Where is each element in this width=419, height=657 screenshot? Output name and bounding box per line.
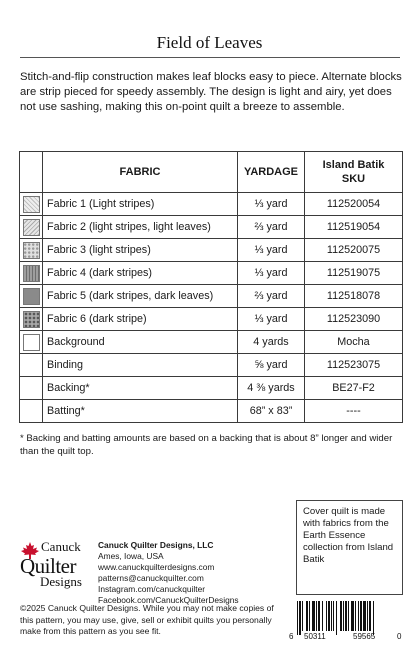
intro-paragraph: Stitch-and-flip construction makes leaf blocks easy to piece. Alternate blocks are strip pieced for speedy assembly. The design is light and airy, yet does not use sashing, making this on-point quilt a breeze to assemble. bbox=[20, 71, 402, 113]
yardage-header: YARDAGE bbox=[238, 152, 305, 193]
sku-header-line2: SKU bbox=[341, 173, 366, 185]
table-row bbox=[20, 354, 403, 377]
table-row bbox=[20, 331, 403, 354]
fabric-swatch bbox=[23, 265, 40, 282]
fabric-swatch bbox=[23, 242, 40, 259]
swatch-cell bbox=[20, 262, 43, 285]
swatch-header bbox=[20, 152, 43, 193]
swatch-cell bbox=[20, 216, 43, 239]
table-header-row bbox=[20, 152, 403, 193]
yardage-cell: 4 yards bbox=[238, 331, 305, 354]
fabric-swatch bbox=[23, 219, 40, 236]
table-row bbox=[20, 285, 403, 308]
page-title: Field of Leaves bbox=[156, 33, 263, 52]
yardage-cell: ⅝ yard bbox=[238, 354, 305, 377]
yardage-cell: ⅔ yard bbox=[238, 216, 305, 239]
swatch-cell bbox=[20, 193, 43, 216]
sku-cell: 112519075 bbox=[305, 262, 403, 285]
logo-word-designs: Designs bbox=[40, 574, 82, 589]
yardage-cell: ⅓ yard bbox=[238, 262, 305, 285]
backing-footnote: * Backing and batting amounts are based on a backing that is about 8” longer and wider than the quilt top. bbox=[20, 433, 393, 457]
swatch-cell bbox=[20, 400, 43, 423]
fabric-swatch bbox=[23, 334, 40, 351]
barcode-digits bbox=[289, 632, 404, 644]
fabric-name-cell: Binding bbox=[43, 354, 238, 377]
yardage-cell: 68” x 83” bbox=[238, 400, 305, 423]
swatch-cell bbox=[20, 331, 43, 354]
barcode-digits-right: 59565 bbox=[353, 632, 376, 641]
sku-cell: 112520054 bbox=[305, 193, 403, 216]
barcode-digit-lead: 6 bbox=[289, 632, 294, 641]
table-row bbox=[20, 239, 403, 262]
sku-cell: Mocha bbox=[305, 331, 403, 354]
yardage-cell: ⅓ yard bbox=[238, 308, 305, 331]
swatch-cell bbox=[20, 308, 43, 331]
fabric-name-cell: Fabric 4 (dark stripes) bbox=[43, 262, 238, 285]
table-row bbox=[20, 216, 403, 239]
swatch-cell bbox=[20, 354, 43, 377]
company-location: Ames, Iowa, USA bbox=[98, 551, 164, 561]
title-divider bbox=[20, 57, 400, 58]
barcode-digits-left: 50311 bbox=[304, 632, 326, 641]
fabric-name-cell: Fabric 2 (light stripes, light leaves) bbox=[43, 216, 238, 239]
facebook-link[interactable]: Facebook.com/CanuckQuilterDesigns bbox=[98, 595, 239, 605]
fabric-name-cell: Fabric 3 (light stripes) bbox=[43, 239, 238, 262]
sku-header bbox=[305, 152, 403, 193]
table-row bbox=[20, 193, 403, 216]
fabric-name-cell: Background bbox=[43, 331, 238, 354]
fabric-swatch bbox=[23, 196, 40, 213]
fabric-name-cell: Fabric 6 (dark stripe) bbox=[43, 308, 238, 331]
company-name: Canuck Quilter Designs, LLC bbox=[98, 540, 214, 550]
fabric-name-cell: Fabric 5 (dark stripes, dark leaves) bbox=[43, 285, 238, 308]
canuck-quilter-logo bbox=[18, 534, 98, 592]
table-row bbox=[20, 308, 403, 331]
swatch-cell bbox=[20, 285, 43, 308]
website-link[interactable]: www.canuckquilterdesigns.com bbox=[98, 562, 215, 572]
sku-cell: 112518078 bbox=[305, 285, 403, 308]
table-row bbox=[20, 377, 403, 400]
upc-barcode bbox=[289, 601, 404, 646]
fabric-swatch bbox=[23, 311, 40, 328]
contact-block bbox=[98, 540, 239, 606]
logo-word-canuck: Canuck bbox=[41, 539, 81, 554]
table-row bbox=[20, 262, 403, 285]
yardage-cell: ⅓ yard bbox=[238, 239, 305, 262]
sku-header-line1: Island Batik bbox=[322, 159, 385, 171]
swatch-cell bbox=[20, 239, 43, 262]
sku-cell: 112523090 bbox=[305, 308, 403, 331]
yardage-cell: 4 ⅜ yards bbox=[238, 377, 305, 400]
fabric-name-cell: Backing* bbox=[43, 377, 238, 400]
email-link[interactable]: patterns@canuckquilter.com bbox=[98, 573, 204, 583]
yardage-cell: ⅓ yard bbox=[238, 193, 305, 216]
yardage-cell: ⅔ yard bbox=[238, 285, 305, 308]
barcode-digit-check: 0 bbox=[397, 632, 402, 641]
sku-cell: ---- bbox=[305, 400, 403, 423]
barcode-bars bbox=[289, 601, 404, 635]
fabric-requirements-table bbox=[19, 151, 403, 423]
copyright-notice: ©2025 Canuck Quilter Designs. While you may not make copies of this pattern, you may use, give, sell or exhibit quilts you personally make from this pattern as you see fit. bbox=[20, 603, 274, 636]
swatch-cell bbox=[20, 377, 43, 400]
logo-word-quilter: Quilter bbox=[20, 554, 76, 578]
table-row bbox=[20, 400, 403, 423]
sku-cell: 112523075 bbox=[305, 354, 403, 377]
cover-quilt-note: Cover quilt is made with fabrics from the Earth Essence collection from Island Batik bbox=[296, 500, 403, 595]
sku-cell: 112519054 bbox=[305, 216, 403, 239]
instagram-link[interactable]: Instagram.com/canuckquilter bbox=[98, 584, 206, 594]
sku-cell: BE27-F2 bbox=[305, 377, 403, 400]
fabric-name-cell: Fabric 1 (Light stripes) bbox=[43, 193, 238, 216]
fabric-swatch bbox=[23, 288, 40, 305]
fabric-name-cell: Batting* bbox=[43, 400, 238, 423]
fabric-header: FABRIC bbox=[43, 152, 238, 193]
sku-cell: 112520075 bbox=[305, 239, 403, 262]
